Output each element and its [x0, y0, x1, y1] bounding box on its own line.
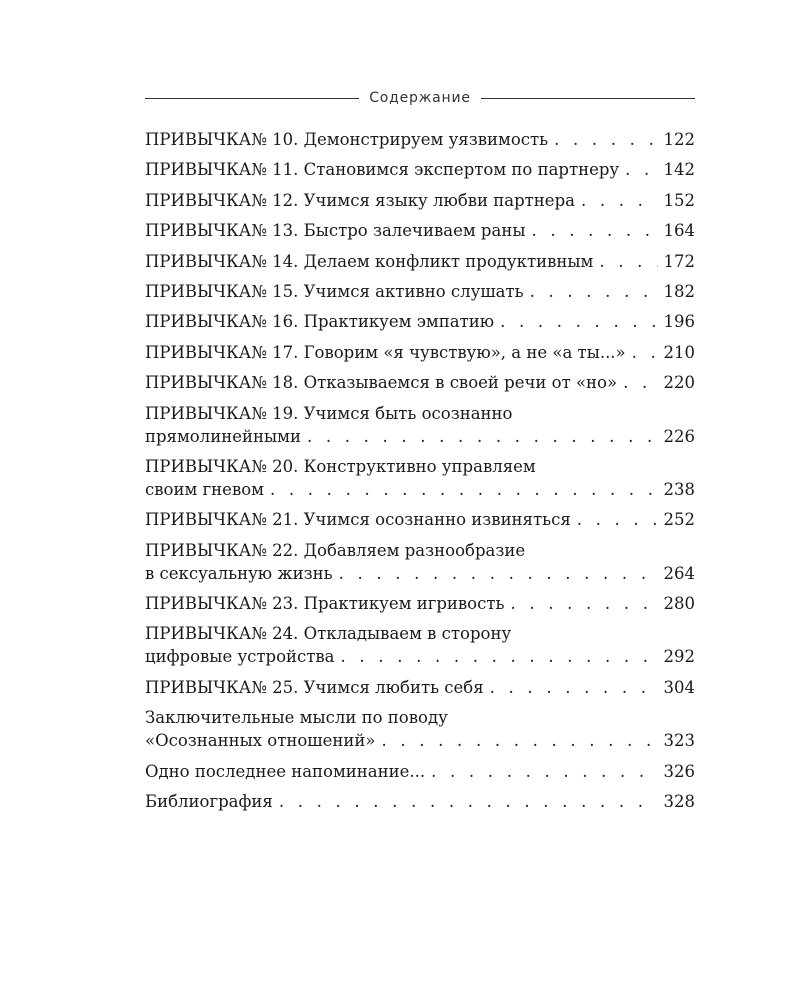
toc-entry-row: [145, 341, 695, 364]
toc-entry-row: [145, 158, 695, 181]
toc-entry[interactable]: [145, 539, 695, 585]
toc-entry-title-line: ПРИВЫЧКА№ 24. Откладываем в сторону: [145, 624, 512, 644]
toc-entry-title-line: в сексуальную жизнь: [145, 563, 333, 583]
toc-entry[interactable]: [145, 310, 695, 333]
toc-entry-title-line: ПРИВЫЧКА№ 15. Учимся активно слушать: [145, 281, 524, 301]
toc-entry-row: [145, 280, 695, 303]
toc-entry[interactable]: [145, 341, 695, 364]
toc-entry-title-line: ПРИВЫЧКА№ 10. Демонстрируем уязвимость: [145, 130, 549, 149]
toc-entry[interactable]: [145, 706, 695, 752]
toc-page-number: 172: [663, 251, 695, 271]
toc-entry[interactable]: [145, 760, 695, 783]
toc-entry-row: [145, 219, 695, 242]
dot-leader: [632, 341, 658, 364]
toc-page-number: 292: [663, 647, 695, 667]
toc-page-number: 328: [663, 792, 695, 812]
dot-leader: [382, 729, 658, 752]
toc-entry-title-line: прямолинейными: [145, 426, 301, 446]
toc-entry-row: [145, 250, 695, 273]
toc-entry-row: [145, 760, 695, 783]
toc-entry-title-line: ПРИВЫЧКА№ 11. Становимся экспертом по партнеру: [145, 160, 620, 180]
toc-entry-row: [145, 128, 695, 151]
dot-leader: [500, 310, 657, 333]
toc-entry-title-line: своим гневом: [145, 479, 265, 499]
toc-page-number: 122: [663, 130, 695, 149]
toc-entry-title-line: ПРИВЫЧКА№ 22. Добавляем разнообразие: [145, 540, 526, 560]
toc-entry-row: [145, 645, 695, 668]
toc-entry-title-line: Заключительные мысли по поводу: [145, 708, 448, 728]
toc-page-number: 326: [663, 761, 695, 781]
toc-page-number: 152: [663, 190, 695, 210]
dot-leader: [623, 371, 657, 394]
toc-page-number: 280: [663, 594, 695, 614]
dot-leader: [554, 128, 657, 151]
toc-page-number: 304: [663, 677, 695, 697]
toc-entry-row: [145, 425, 695, 448]
toc-entry-row: [145, 592, 695, 615]
toc-entry-title-line: ПРИВЫЧКА№ 12. Учимся языку любви партнера: [145, 190, 575, 210]
dot-leader: [339, 562, 658, 585]
dot-leader: [599, 250, 657, 273]
toc-entry[interactable]: [145, 371, 695, 394]
dot-leader: [577, 508, 658, 531]
toc-entry-title-line: ПРИВЫЧКА№ 19. Учимся быть осознанно: [145, 403, 513, 423]
toc-page-number: 323: [663, 731, 695, 751]
toc-page-number: 182: [663, 281, 695, 301]
dot-leader: [270, 478, 657, 501]
dot-leader: [625, 158, 657, 181]
table-of-contents: [145, 128, 695, 820]
dot-leader: [341, 645, 658, 668]
dot-leader: [581, 189, 658, 212]
toc-entry-row: [145, 562, 695, 585]
toc-entry-row: [145, 729, 695, 752]
toc-entry-title-line: ПРИВЫЧКА№ 17. Говорим «я чувствую», а не «а ты...»: [145, 342, 626, 362]
toc-entry-title-line: ПРИВЫЧКА№ 21. Учимся осознанно извиняться: [145, 510, 571, 530]
toc-entry-title-line: ПРИВЫЧКА№ 23. Практикуем игривость: [145, 594, 505, 614]
toc-page-number: 252: [663, 510, 695, 530]
toc-entry-row: [145, 371, 695, 394]
toc-entry[interactable]: [145, 402, 695, 448]
toc-entry-row: [145, 189, 695, 212]
toc-entry-title-line: цифровые устройства: [145, 647, 335, 667]
toc-page-number: 238: [663, 479, 695, 499]
header-rule-right: [481, 98, 695, 99]
toc-entry-row: [145, 676, 695, 699]
toc-entry[interactable]: [145, 676, 695, 699]
toc-entry-title-line: ПРИВЫЧКА№ 25. Учимся любить себя: [145, 677, 484, 697]
page-title: Содержание: [369, 90, 471, 106]
toc-entry-row: [145, 478, 695, 501]
toc-entry-title-line: ПРИВЫЧКА№ 18. Отказываемся в своей речи от «но»: [145, 373, 618, 393]
toc-entry[interactable]: [145, 622, 695, 668]
toc-page-number: 164: [663, 221, 695, 241]
toc-entry[interactable]: [145, 128, 695, 151]
toc-entry-title-line: ПРИВЫЧКА№ 13. Быстро залечиваем раны: [145, 221, 526, 241]
toc-entry[interactable]: [145, 189, 695, 212]
toc-entry-row: [145, 790, 695, 813]
toc-entry-row: [145, 310, 695, 333]
header-rule-left: [145, 98, 359, 99]
toc-entry-row: [145, 508, 695, 531]
toc-entry[interactable]: [145, 455, 695, 501]
dot-leader: [431, 760, 657, 783]
dot-leader: [530, 280, 658, 303]
dot-leader: [490, 676, 658, 699]
dot-leader: [510, 592, 657, 615]
toc-page-number: 220: [663, 373, 695, 393]
toc-page-number: 264: [663, 563, 695, 583]
toc-entry-title-line: Библиография: [145, 792, 273, 812]
toc-entry[interactable]: [145, 280, 695, 303]
toc-page-number: 142: [663, 160, 695, 180]
toc-entry[interactable]: [145, 508, 695, 531]
dot-leader: [531, 219, 657, 242]
dot-leader: [279, 790, 658, 813]
toc-page-number: 226: [663, 426, 695, 446]
toc-entry[interactable]: [145, 592, 695, 615]
toc-entry[interactable]: [145, 250, 695, 273]
toc-page-number: 210: [663, 342, 695, 362]
page-header: [145, 88, 695, 108]
toc-entry-title-line: ПРИВЫЧКА№ 14. Делаем конфликт продуктивным: [145, 251, 594, 271]
toc-entry-title-line: Одно последнее напоминание...: [145, 761, 426, 781]
toc-page-number: 196: [663, 312, 695, 332]
toc-entry[interactable]: [145, 790, 695, 813]
toc-entry-title-line: ПРИВЫЧКА№ 20. Конструктивно управляем: [145, 456, 536, 476]
dot-leader: [307, 425, 658, 448]
toc-entry[interactable]: [145, 219, 695, 242]
toc-entry-title-line: ПРИВЫЧКА№ 16. Практикуем эмпатию: [145, 312, 495, 332]
toc-entry-title-line: «Осознанных отношений»: [145, 731, 376, 751]
toc-entry[interactable]: [145, 158, 695, 181]
